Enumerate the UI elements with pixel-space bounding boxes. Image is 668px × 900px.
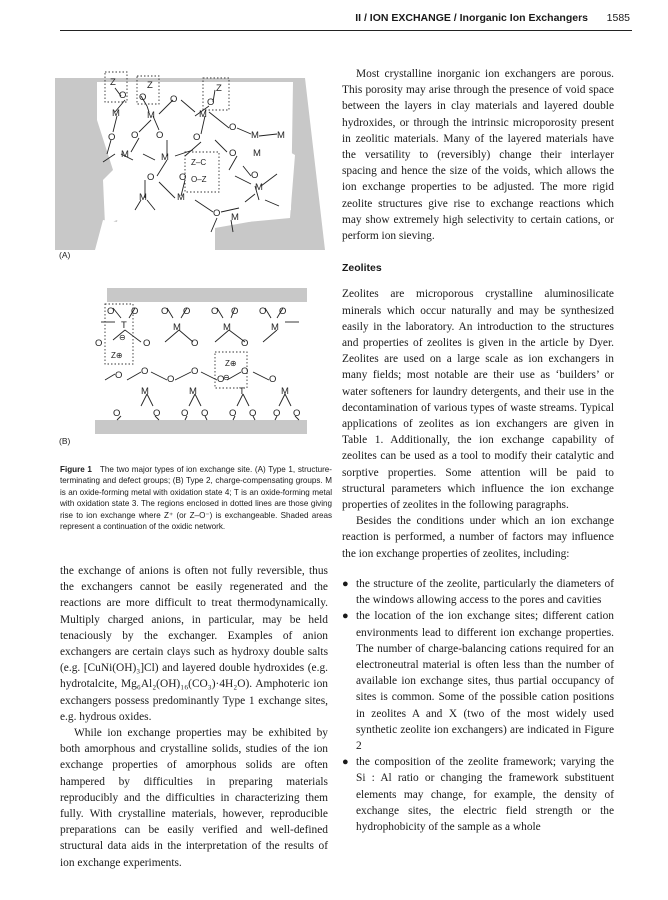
svg-text:M: M [223, 322, 231, 333]
svg-text:O: O [108, 132, 116, 143]
svg-text:O: O [251, 170, 259, 181]
svg-text:⊖: ⊖ [223, 373, 230, 382]
svg-text:T: T [239, 386, 245, 397]
svg-text:O: O [207, 97, 215, 108]
svg-text:M: M [147, 110, 155, 121]
svg-text:M: M [271, 322, 279, 333]
svg-text:O–Z: O–Z [191, 175, 207, 184]
svg-text:O: O [279, 306, 287, 317]
panel-b-atoms [95, 306, 300, 419]
right-paragraph-3: Besides the conditions under which an ion exchange reaction is performed, a number of factors may influence the ion exchange properties of zeolites, including: [342, 515, 614, 560]
figure-caption-text: The two major types of ion exchange site. (A) Type 1, structure-terminating and defect groups; (B) Type 2, charge-compensating groups. M is an oxide-forming metal with oxidation state 4; T is an oxide-forming metal with oxidation state 3. The regions enclosed in dotted lines are those giving rise to ion exchange where Z⁺ (or Z–O⁻) is exchangeable. Shaded areas represent a continuation of the oxidic network. [60, 465, 333, 532]
svg-text:M: M [277, 130, 285, 141]
svg-text:O: O [181, 408, 189, 419]
svg-text:M: M [112, 108, 120, 119]
figure-caption-label: Figure 1 [60, 465, 92, 474]
right-paragraph-1: Most crystalline inorganic ion exchangers are porous. This porosity may arise through the presence of void space between the layers in clay materials and layered double hydroxides, or through the intrinsic microporosity present in zeolitic materials. Many of the layered materials have the versatility to (reversibly) change their interlayer spacing and hence the size of the voids, which allows the ion exchange properties to be adjusted. The more rigid zeolite structures give rise to exchange reactions which may show extremely high selectivity to certain cations, or perform ion sieving. [342, 68, 614, 243]
svg-text:O: O [191, 366, 199, 377]
svg-text:O: O [259, 306, 267, 317]
svg-text:O: O [293, 408, 301, 419]
svg-text:Z: Z [147, 80, 153, 91]
figure-1 [55, 60, 335, 460]
svg-text:O: O [161, 306, 169, 317]
svg-text:O: O [191, 338, 199, 349]
section-title: II / ION EXCHANGE / Inorganic Ion Exchangers [355, 12, 588, 24]
panel-a-label: (A) [59, 250, 71, 260]
svg-text:O: O [167, 374, 175, 385]
svg-text:M: M [189, 386, 197, 397]
bullet-icon: ● [342, 577, 349, 590]
svg-text:O: O [147, 172, 155, 183]
svg-text:⊖: ⊖ [119, 333, 126, 342]
svg-text:Z⊕: Z⊕ [111, 351, 123, 360]
figure-caption [60, 464, 332, 532]
list-item: ● the composition of the zeolite framework; varying the Si : Al ratio or changing the framework substituent elements may change, for example, the density of exchange sites, the electric field strength or the hydrophobicity of the sample as a whole [342, 756, 614, 833]
svg-text:O: O [95, 338, 103, 349]
svg-text:O: O [231, 306, 239, 317]
svg-text:O: O [241, 366, 249, 377]
svg-text:O: O [153, 408, 161, 419]
svg-text:O: O [113, 408, 121, 419]
svg-text:Z⊕: Z⊕ [225, 359, 237, 368]
svg-text:M: M [251, 130, 259, 141]
right-paragraph-2: Zeolites are microporous crystalline aluminosilicate minerals which occur naturally and may be synthesized easily in the laboratory. An introduction to the structures and properties of zeolites is given in the article by Dyer. Zeolites are used on a large scale as ion exchangers in many fields; most notable are their use as ‘builders’ or water softeners for laundry detergents, and their use in the decontamination of various types of waste streams. Typical applications of zeolites as ion exchangers are given in Table 1. Additionally, the ion exchange capability of zeolites can be used as a tool to modify their catalytic and sorptive properties. Some attention will be paid to structural parameters which influence the ion exchange properties of zeolites in the following paragraphs. [342, 288, 614, 512]
svg-text:O: O [156, 130, 164, 141]
svg-text:O: O [269, 374, 277, 385]
svg-text:O: O [115, 370, 123, 381]
svg-text:T: T [121, 320, 127, 331]
left-column [60, 563, 328, 871]
svg-text:O: O [249, 408, 257, 419]
svg-text:M: M [255, 182, 263, 193]
section-heading-zeolites: Zeolites [342, 262, 382, 275]
svg-text:Z–C: Z–C [191, 158, 207, 167]
svg-text:O: O [143, 338, 151, 349]
panel-b-label: (B) [59, 436, 71, 446]
svg-text:O: O [193, 132, 201, 143]
svg-text:Z: Z [216, 83, 222, 94]
bullet-icon: ● [342, 610, 349, 623]
factor-list [342, 576, 614, 835]
svg-text:M: M [199, 109, 207, 120]
svg-text:M: M [231, 212, 239, 223]
svg-text:M: M [141, 386, 149, 397]
svg-text:O: O [217, 374, 225, 385]
svg-text:M: M [177, 192, 185, 203]
svg-text:O: O [273, 408, 281, 419]
svg-text:M: M [121, 149, 129, 160]
svg-text:M: M [161, 152, 169, 163]
running-head [0, 6, 668, 26]
svg-text:O: O [139, 92, 147, 103]
svg-text:O: O [229, 122, 237, 133]
svg-text:O: O [131, 130, 139, 141]
svg-text:O: O [141, 366, 149, 377]
svg-text:M: M [253, 148, 261, 159]
svg-text:M: M [173, 322, 181, 333]
svg-text:Z: Z [110, 77, 116, 88]
svg-text:O: O [229, 148, 237, 159]
svg-text:M: M [139, 192, 147, 203]
svg-text:O: O [119, 90, 127, 101]
left-paragraph-2: While ion exchange properties may be exhibited by both amorphous and crystalline solids, studies of the ion exchange properties of amorphous solids are often hampered by difficulties in preparing materials reproducibly and the difficulties in characterizing them fully. With crystalline materials, however, reproducible preparations can be easily verified and well-defined structural data aids in the interpretation of the results of ion exchange experiments. [60, 727, 328, 869]
svg-text:O: O [107, 306, 115, 317]
list-item: ● the structure of the zeolite, particularly the diameters of the windows allowing access to the pores and cavities [342, 577, 614, 607]
svg-text:O: O [213, 208, 221, 219]
svg-text:M: M [281, 386, 289, 397]
svg-text:O: O [170, 94, 178, 105]
svg-text:O: O [211, 306, 219, 317]
svg-text:O: O [183, 306, 191, 317]
svg-text:O: O [201, 408, 209, 419]
left-paragraph-1: the exchange of anions is often not fully reversible, thus the exchangers cannot be easily regenerated and the reactions are more difficult to treat thermodynamically. Multiply charged anions, in particular, may be held tenaciously by the exchanger. Examples of anion exchangers are certain clays such as hydroxy double salts (e.g. [CuNi(OH)₃]Cl) and layered double hydroxides (e.g. hydrotalcite, Mg₆Al₂(OH)₁₆(CO₃)·4H₂O). Amphoteric ion exchangers possess predominantly Type 1 exchange sites, e.g. hydrous oxides. [60, 565, 328, 723]
svg-text:O: O [179, 172, 187, 183]
page-number: 1585 [606, 12, 630, 24]
list-item: ● the location of the ion exchange sites; different cation environments lead to different ion exchange properties. The number of charge-balancing cations required for an electroneutral material is often less than the number of available ion exchange sites, thus partial occupancy of sites is common. Some of the possible cation positions in zeolites A and X (two of the most widely used synthetic zeolite ion exchangers) are indicated in Figure 2 [342, 610, 614, 752]
panel-b-bonds [101, 308, 299, 420]
right-column [342, 66, 614, 835]
svg-text:O: O [241, 338, 249, 349]
header-rule [60, 30, 632, 31]
svg-text:O: O [131, 306, 139, 317]
bullet-icon: ● [342, 756, 349, 769]
svg-text:O: O [229, 408, 237, 419]
